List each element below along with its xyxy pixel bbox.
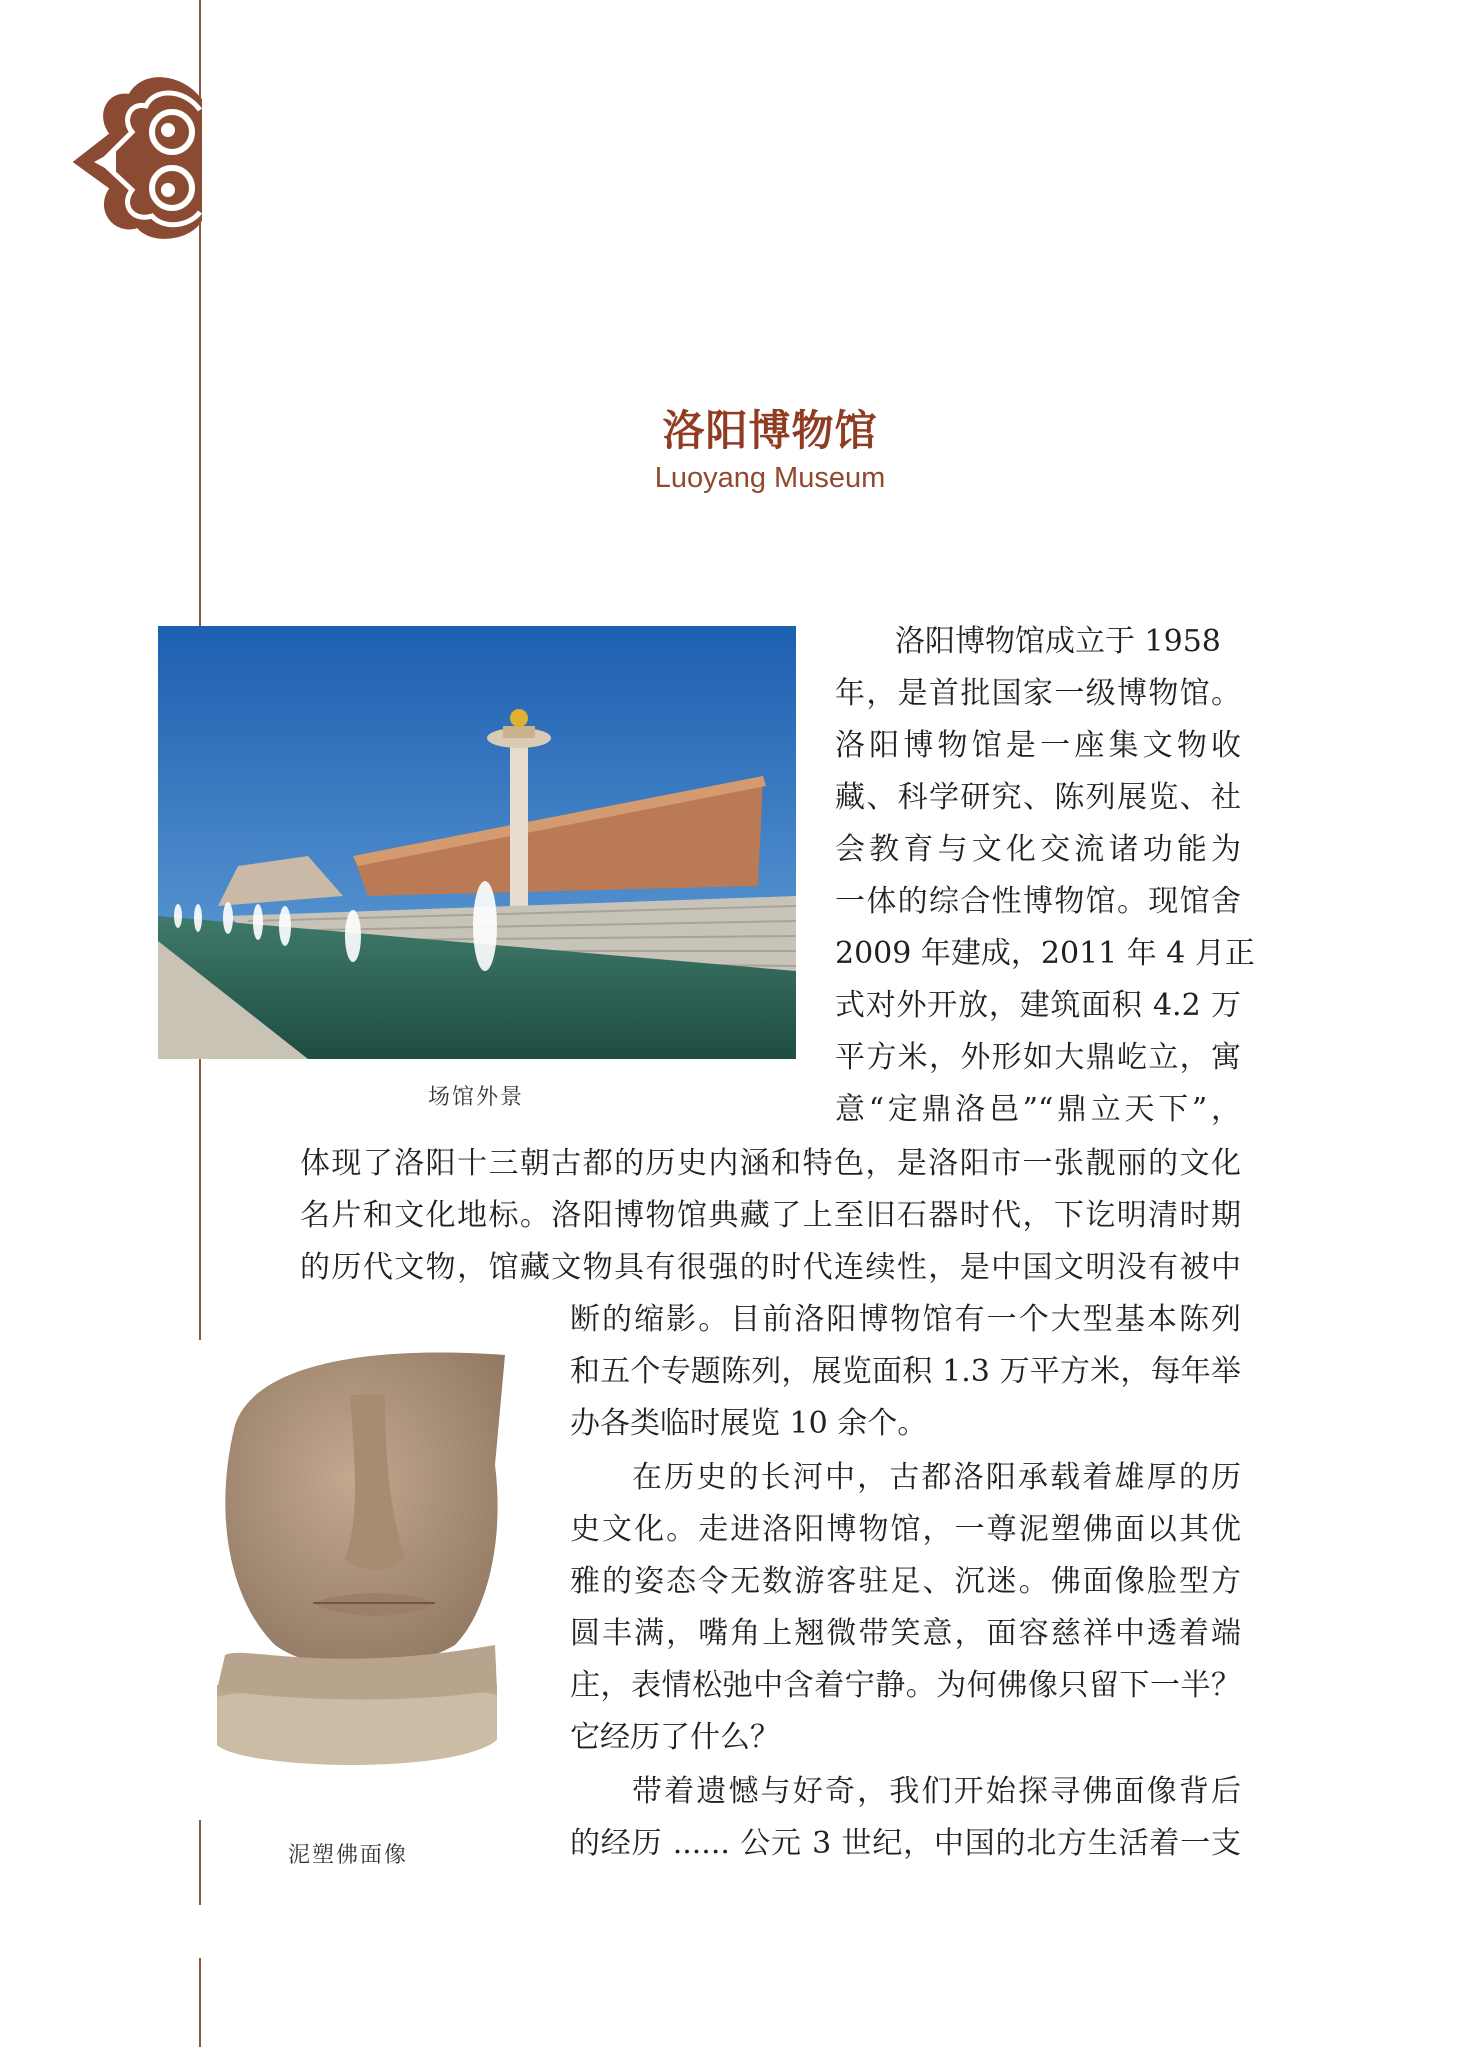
body-line: 雅的姿态令无数游客驻足、沉迷。佛面像脸型方: [570, 1564, 1241, 1599]
body-line: 和五个专题陈列，展览面积 1.3 万平方米，每年举: [570, 1354, 1241, 1389]
body-line: 洛阳博物馆是一座集文物收: [835, 728, 1241, 763]
body-line: 平方米，外形如大鼎屹立，寓: [835, 1040, 1241, 1075]
body-line: 它经历了什么？: [570, 1720, 780, 1755]
figure-caption-buddha: 泥塑佛面像: [288, 1843, 409, 1868]
page-subtitle: Luoyang Museum: [654, 462, 886, 494]
body-line: 的经历 ...... 公元 3 世纪，中国的北方生活着一支: [570, 1826, 1241, 1861]
figure-caption-exterior: 场馆外景: [428, 1085, 525, 1110]
body-line: 体现了洛阳十三朝古都的历史内涵和特色，是洛阳市一张靓丽的文化: [300, 1146, 1241, 1181]
museum-exterior-illustration: [158, 626, 796, 1059]
body-line: 名片和文化地标。洛阳博物馆典藏了上至旧石器时代，下讫明清时期: [300, 1198, 1241, 1233]
body-line: 圆丰满，嘴角上翘微带笑意，面容慈祥中透着端: [570, 1616, 1241, 1651]
body-line: 年，是首批国家一级博物馆。: [835, 676, 1241, 711]
body-line: 带着遗憾与好奇，我们开始探寻佛面像背后: [632, 1774, 1241, 1809]
body-line: 断的缩影。目前洛阳博物馆有一个大型基本陈列: [570, 1302, 1241, 1337]
margin-rule-bottom: [199, 1958, 201, 2047]
buddha-face-illustration: [205, 1345, 515, 1780]
body-line: 一体的综合性博物馆。现馆舍: [835, 884, 1241, 919]
body-line: 2009 年建成，2011 年 4 月正: [835, 936, 1255, 971]
body-line: 会教育与文化交流诸功能为: [835, 832, 1241, 867]
clay-buddha-face-photo: [205, 1345, 515, 1780]
body-line: 在历史的长河中，古都洛阳承载着雄厚的历: [632, 1460, 1241, 1495]
body-line: 式对外开放，建筑面积 4.2 万: [835, 988, 1241, 1023]
body-line: 意“定鼎洛邑”“鼎立天下”，: [835, 1092, 1241, 1127]
cloud-ornament-icon: [72, 70, 204, 240]
museum-exterior-photo: [158, 626, 796, 1059]
body-line: 的历代文物，馆藏文物具有很强的时代连续性，是中国文明没有被中: [300, 1250, 1241, 1285]
body-line: 史文化。走进洛阳博物馆，一尊泥塑佛面以其优: [570, 1512, 1241, 1547]
body-line: 藏、科学研究、陈列展览、社: [835, 780, 1241, 815]
body-line: 洛阳博物馆成立于 1958: [895, 624, 1221, 659]
body-line: 庄，表情松弛中含着宁静。为何佛像只留下一半？: [570, 1668, 1241, 1703]
body-line: 办各类临时展览 10 余个。: [570, 1406, 928, 1441]
page-title: 洛阳博物馆: [662, 406, 878, 455]
margin-rule-middle: [199, 1820, 201, 1905]
